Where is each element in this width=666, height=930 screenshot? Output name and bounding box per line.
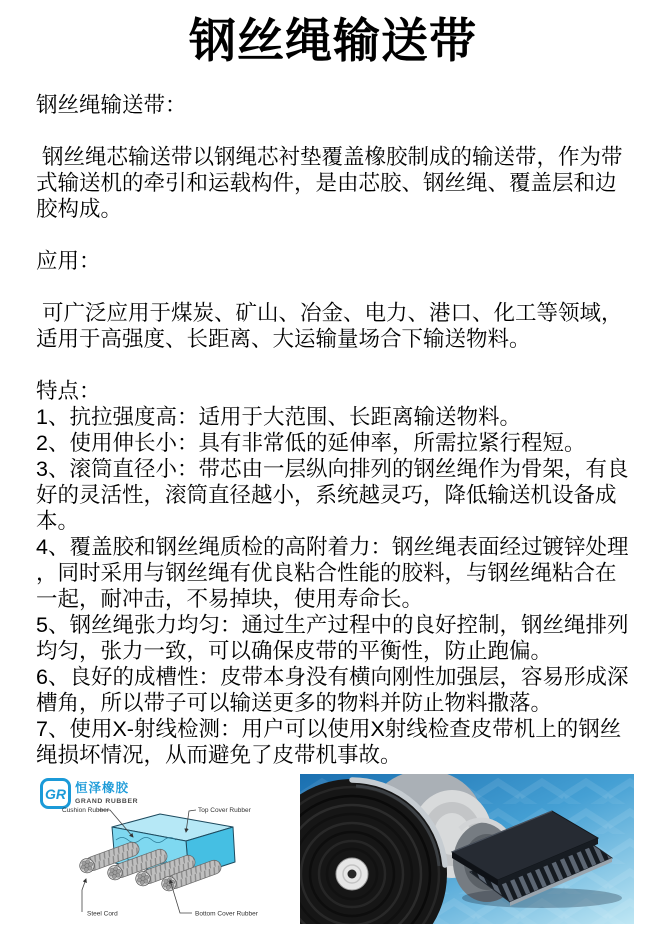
feature-item: 7、使用X-射线检测：用户可以使用X射线检查皮带机上的钢丝绳损坏情况，从而避免了皮带机事故。 [36,717,622,768]
logo-chinese-name: 恒泽橡胶 [75,781,130,796]
belt-structure-diagram-image [36,774,296,924]
label-bottom-cover-rubber: Bottom Cover Rubber [195,910,258,918]
feature-item: 2、使用伸长小：具有非常低的延伸率，所需拉紧行程短。 [36,431,586,456]
application-paragraph: 可广泛应用于煤炭、矿山、冶金、电力、港口、化工等领域，适用于高强度、长距离、大运输量场合下输送物料。 [36,301,623,352]
feature-item: 1、抗拉强度高：适用于大范围、长距离输送物料。 [36,405,521,430]
page-title: 钢丝绳输送带 [189,14,477,67]
label-cushion-rubber: Cushion Rubber [62,807,109,815]
features-label: 特点： [36,379,101,404]
label-top-cover-rubber: Top Cover Rubber [198,807,251,815]
feature-item: 3、滚筒直径小：带芯由一层纵向排列的钢丝绳作为骨架，有良好的灵活性，滚筒直径越小，系统越灵巧，降低输送机设备成本。 [36,457,629,534]
feature-item: 5、钢丝绳张力均匀：通过生产过程中的良好控制，钢丝绳排列均匀，张力一致，可以确保皮带的平衡性，防止跑偏。 [36,613,629,664]
intro-paragraph: 钢丝绳芯输送带以钢绳芯衬垫覆盖橡胶制成的输送带，作为带式输送机的牵引和运载构件，是由芯胶、钢丝绳、覆盖层和边胶构成。 [36,145,623,222]
intro-label: 钢丝绳输送带： [36,93,187,118]
feature-item: 4、覆盖胶和钢丝绳质检的高附着力：钢丝绳表面经过镀锌处理，同时采用与钢丝绳有优良粘合性能的胶料，与钢丝绳粘合在一起，耐冲击，不易掉块，使用寿命长。 [36,535,629,612]
label-steel-cord: Steel Cord [87,910,118,918]
application-label: 应用： [36,249,101,274]
logo-english-name: GRAND RUBBER [75,798,139,806]
grand-rubber-logo [42,780,139,808]
bottom-images-row [0,768,666,924]
logo-gr-monogram: GR [45,786,66,803]
belt-product-photo [300,774,634,924]
feature-item: 6、良好的成槽性：皮带本身没有横向刚性加强层，容易形成深槽角，所以带子可以输送更多的物料并防止物料撒落。 [36,665,629,716]
document-body [0,84,666,768]
